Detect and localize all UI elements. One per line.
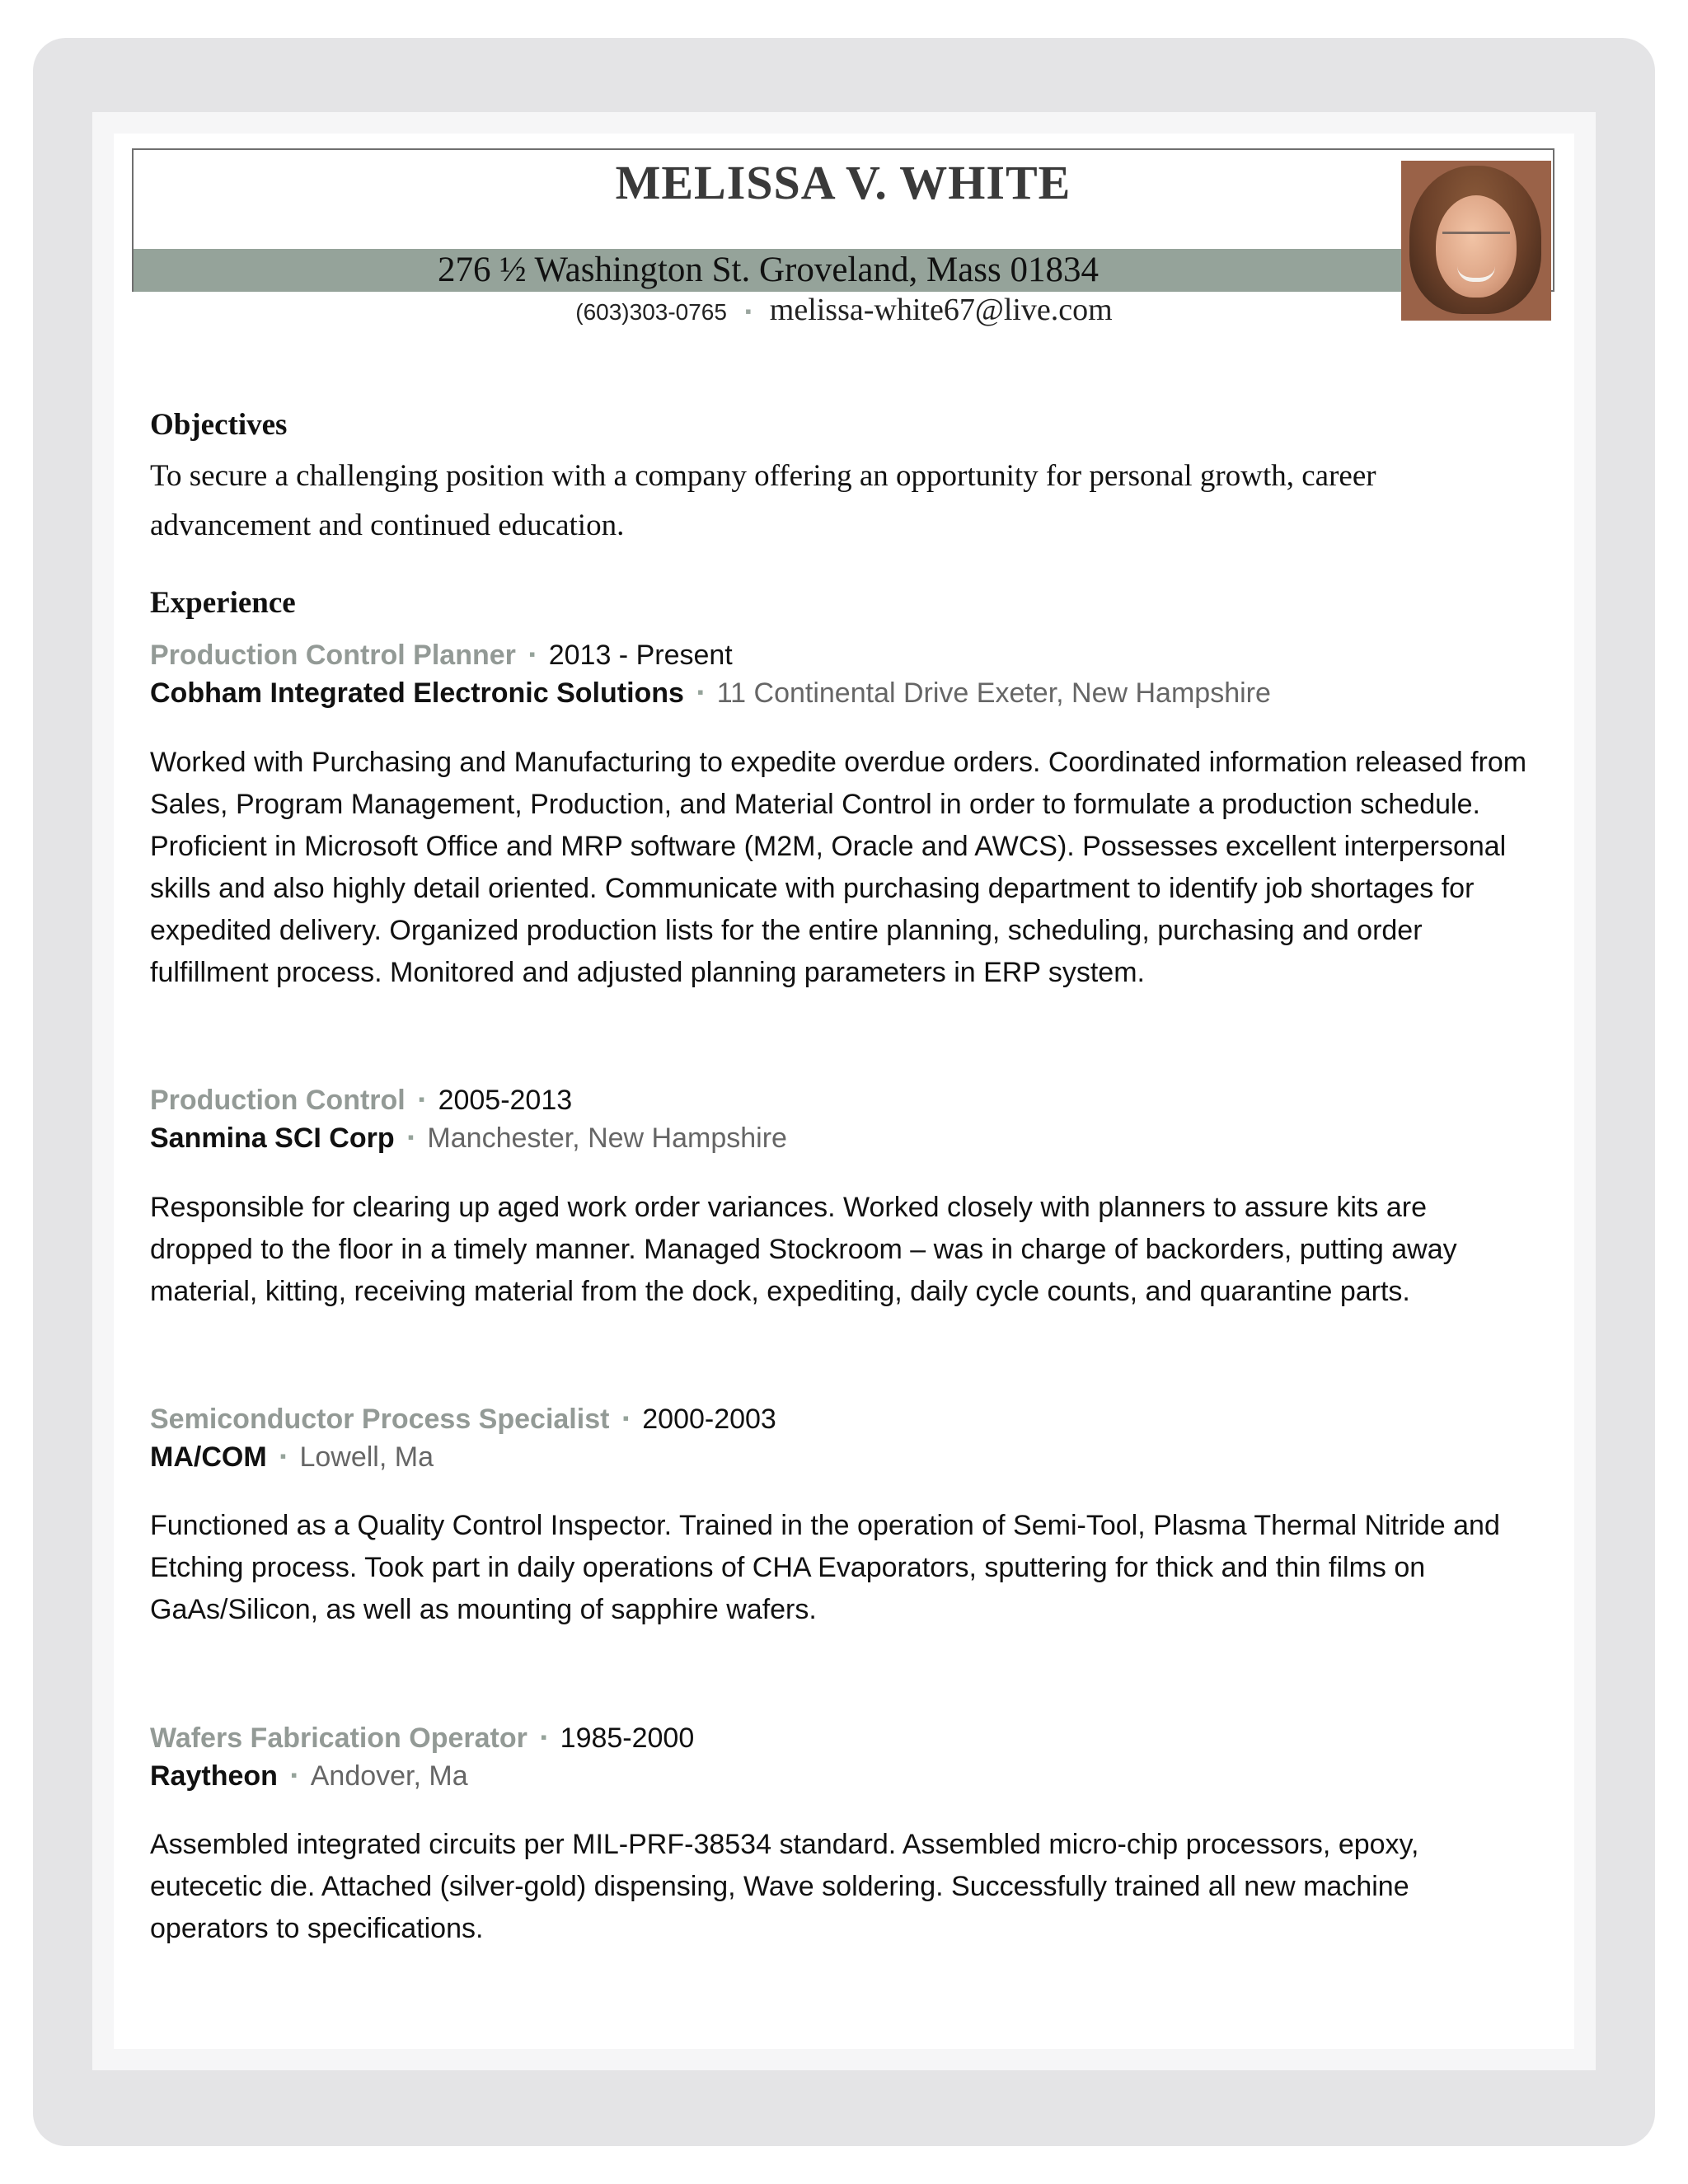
email-address[interactable]: melissa-white67@live.com [769,293,1113,327]
job-description: Functioned as a Quality Control Inspector. Trained in the operation of Semi-Tool, Plasma Thermal Nitride and Etching process. Took part in daily operations of CHA Evaporators, sputtering for thick and thin films on GaAs/Silicon, as well as mounting of sapphire wafers. [150,1510,1500,1625]
separator-bullet: ▪ [744,301,752,321]
separator-bullet: ▪ [696,682,704,702]
company-name: Cobham Integrated Electronic Solutions [150,677,684,709]
phone-number: (603)303-0765 [575,299,727,325]
job-dates: 2005-2013 [438,1085,573,1116]
company-name: Sanmina SCI Corp [150,1122,395,1154]
company-name: MA/COM [150,1441,267,1473]
experience-heading: Experience [150,586,296,620]
company-line [150,1760,468,1793]
company-location: Manchester, New Hampshire [427,1122,787,1154]
company-location: Lowell, Ma [299,1441,434,1473]
job-dates: 1985-2000 [560,1722,695,1754]
job-title: Production Control [150,1085,406,1116]
job-header [150,640,733,672]
objectives-text: To secure a challenging position with a company offering an opportunity for personal growth, career advancement and continued education. [150,459,1376,542]
job-description: Responsible for clearing up aged work order variances. Worked closely with planners to assure kits are dropped to the floor in a timely manner. Managed Stockroom – was in charge of backorders, putting away material, kitting, receiving material from the dock, expediting, daily cycle counts, and quarantine parts. [150,1192,1457,1307]
separator-bullet: ▪ [407,1127,415,1147]
candidate-name: MELISSA V. WHITE [615,156,1071,209]
address-bar: 276 ½ Washington St. Groveland, Mass 01834 [134,249,1403,292]
separator-bullet: ▪ [290,1765,298,1785]
job-description: Assembled integrated circuits per MIL-PRF-38534 standard. Assembled micro-chip processors, epoxy, eutecetic die. Attached (silver-gold) dispensing, Wave soldering. Successfully trained all new machine operators to specifications. [150,1829,1419,1944]
job-header [150,1722,694,1755]
job-dates: 2000-2003 [642,1404,776,1435]
company-line [150,1441,434,1474]
contact-line [0,292,1688,328]
job-dates: 2013 - Present [548,640,733,671]
job-header [150,1085,572,1117]
job-description: Worked with Purchasing and Manufacturing to expedite overdue orders. Coordinated information released from Sales, Program Management, Production, and Material Control in order to formulate a production schedule. Proficient in Microsoft Office and MRP software (M2M, Oracle and AWCS). Possesses excellent interpersonal skills and also highly detail oriented. Communicate with purchasing department to identify job shortages for expedited delivery. Organized production lists for the entire planning, scheduling, purchasing and order fulfillment process. Monitored and adjusted planning parameters in ERP system. [150,747,1527,988]
photo-glasses [1442,232,1510,252]
separator-bullet: ▪ [528,644,536,664]
separator-bullet: ▪ [622,1408,630,1428]
job-header [150,1404,776,1436]
separator-bullet: ▪ [418,1089,425,1109]
objectives-heading: Objectives [150,408,288,442]
job-title: Wafers Fabrication Operator [150,1722,528,1754]
company-line [150,1122,787,1155]
separator-bullet: ▪ [279,1446,287,1466]
separator-bullet: ▪ [540,1727,547,1747]
company-location: Andover, Ma [310,1760,468,1792]
job-title: Semiconductor Process Specialist [150,1404,610,1435]
company-line [150,677,1271,710]
company-name: Raytheon [150,1760,278,1792]
header-box [132,148,1554,292]
job-title: Production Control Planner [150,640,516,671]
company-location: 11 Continental Drive Exeter, New Hampshire [716,677,1271,709]
